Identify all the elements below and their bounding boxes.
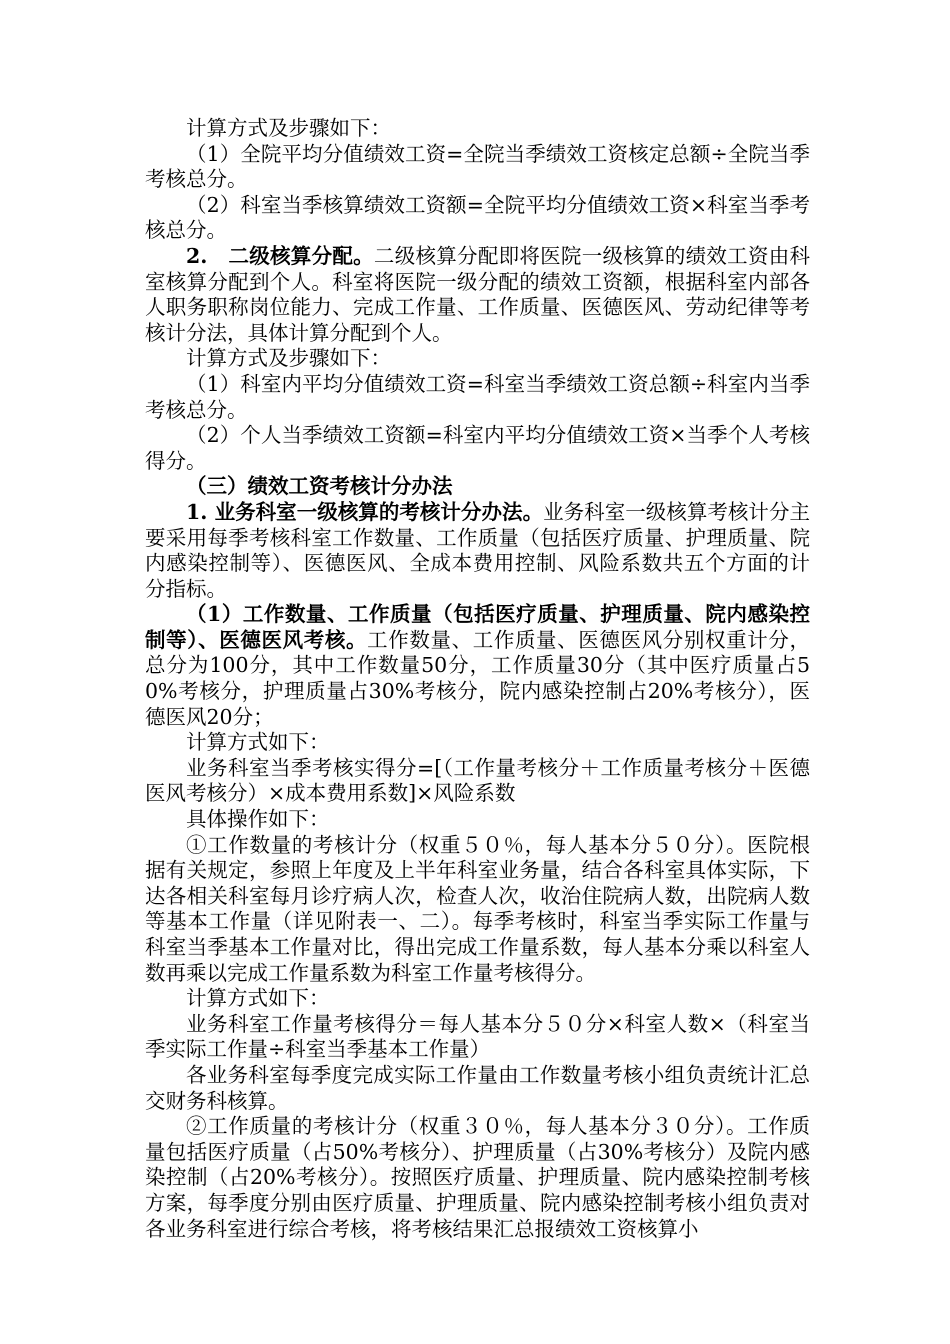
paragraph-formula-workload: 业务科室工作量考核得分＝每人基本分５０分×科室人数×（科室当季实际工作量÷科室当季基本工作量）	[145, 1011, 810, 1062]
paragraph-lead: 2. 二级核算分配。	[186, 243, 374, 268]
section-heading-scoring: （三）绩效工资考核计分办法	[186, 474, 453, 499]
paragraph-formula-score: 业务科室当季考核实得分=[（工作量考核分＋工作质量考核分＋医德医风考核分）×成本费用系数]×风险系数	[145, 755, 810, 806]
paragraph-calc-method-2: 计算方式如下：	[186, 986, 330, 1011]
paragraph-personal-amount: （2）个人当季绩效工资额=科室内平均分值绩效工资×当季个人考核得分。	[145, 423, 810, 473]
paragraph-operation: 具体操作如下：	[186, 807, 330, 832]
paragraph-quality-scoring: ②工作质量的考核计分（权重３０％，每人基本分３０分）。工作质量包括医疗质量（占50%考核分）、护理质量（占30%考核分）及院内感染控制（占20%考核分）。按照医疗质量、护理质量、院内感染控制考核方案，每季度分别由医疗质量、护理质量、院内感染控制考核小组负责对各业务科室进行综合考核，将考核结果汇总报绩效工资核算小	[145, 1114, 810, 1241]
paragraph-business-dept-scoring: 1. 业务科室一级核算的考核计分办法。业务科室一级核算考核计分主要采用每季考核科室工作数量、工作质量（包括医疗质量、护理质量、院内感染控制等）、医德医风、全成本费用控制、风险系数共五个方面的计分指标。	[145, 499, 811, 601]
paragraph-secondary-allocation: 2. 二级核算分配。二级核算分配即将医院一级核算的绩效工资由科室核算分配到个人。科室将医院一级分配的绩效工资额，根据科室内部各人职务职称岗位能力、完成工作量、工作质量、医德医风、劳动纪律等考核计分法，具体计算分配到个人。	[145, 243, 811, 345]
paragraph-lead: 1. 业务科室一级核算的考核计分办法。	[186, 499, 544, 524]
document-page	[145, 116, 810, 1242]
paragraph-hospital-average: （1）全院平均分值绩效工资=全院当季绩效工资核定总额÷全院当季考核总分。	[145, 141, 810, 192]
paragraph-calc-method-1: 计算方式如下：	[186, 730, 330, 755]
paragraph-department-amount: （2）科室当季核算绩效工资额=全院平均分值绩效工资×科室当季考核总分。	[145, 192, 810, 243]
paragraph-workload-scoring: ①工作数量的考核计分（权重５０％，每人基本分５０分）。医院根据有关规定，参照上年度及上半年科室业务量，结合各科室具体实际，下达各相关科室每月诊疗病人次，检查人次，收治住院病人数，出院病人数等基本工作量（详见附表一、二）。每季考核时，科室当季实际工作量与科室当季基本工作量对比，得出完成工作量系数，每人基本分乘以科室人数再乘以完成工作量系数为科室工作量考核得分。	[145, 832, 810, 985]
paragraph-workload-statistics: 各业务科室每季度完成实际工作量由工作数量考核小组负责统计汇总交财务科核算。	[145, 1062, 810, 1113]
paragraph-department-average: （1）科室内平均分值绩效工资=科室当季绩效工资总额÷科室内当季考核总分。	[145, 371, 810, 422]
paragraph-quantity-quality: （1）工作数量、工作质量（包括医疗质量、护理质量、院内感染控制等）、医德医风考核。工作数量、工作质量、医德医风分别权重计分，总分为100分，其中工作数量50分，工作质量30分（其中医疗质量占50%考核分，护理质量占30%考核分，院内感染控制占20%考核分），医德医风20分；	[145, 602, 811, 729]
paragraph-calc-steps-2: 计算方式及步骤如下：	[186, 346, 391, 371]
paragraph-lead: （1）工作数量、工作质量（包括医疗质量、护理质量、院内感染控制等）、医德医风考核。	[145, 602, 810, 652]
paragraph-calc-steps-1: 计算方式及步骤如下：	[186, 116, 391, 140]
